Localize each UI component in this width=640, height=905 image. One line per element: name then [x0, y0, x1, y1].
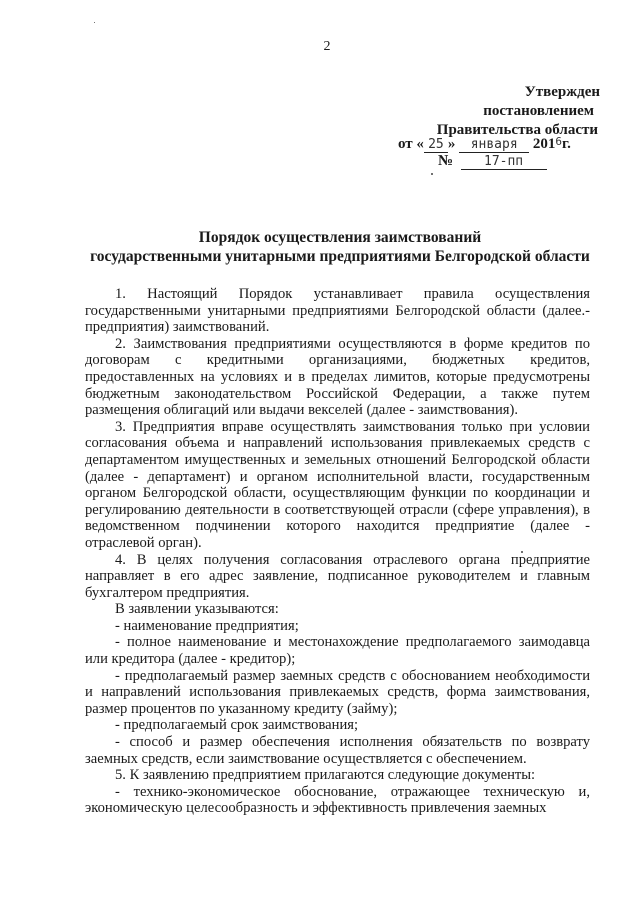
paragraph-4: 4. В целях получения согласования отраслевого органа предприятие направляет в его адрес заявление, подписанное руководителем и главным бухгалтером предприятия. — [85, 551, 590, 601]
date-year-suffix: 6 — [555, 135, 563, 148]
scan-speck — [94, 22, 95, 23]
date-month: января — [459, 137, 529, 153]
date-day: 25 — [424, 137, 448, 153]
paragraph-3: 3. Предприятия вправе осуществлять заимствования только при условии согласования объема и направлений использования привлекаемых средств с департаментом имущественных и земельных отношений Белгородской области (далее - департамент) и органом исполнительной власти, государственным органом Белгородской области, осуществляющим функции по координации и регулированию деятельности в соответствующей отрасли (сфере управления), в ведомственном подчинении которого находится предприятие (далее - отраслевой орган). — [85, 418, 590, 551]
list-item: - технико-экономическое обоснование, отражающее техническую и, экономическую целесообразность и эффективность привлечения заемных — [85, 783, 590, 817]
approval-stamp — [380, 83, 600, 140]
paragraph-list-intro: В заявлении указываются: — [115, 601, 279, 618]
list-item: - способ и размер обеспечения исполнения обязательств по возврату заемных средств, если заимствование осуществляется с обеспечением. — [85, 734, 590, 767]
number-label: № — [438, 153, 454, 169]
date-year-end: г. — [562, 136, 571, 152]
document-body — [85, 286, 590, 817]
scan-speck — [431, 173, 433, 175]
approval-line-resolution: постановлением — [483, 103, 594, 119]
list-item: - полное наименование и местонахождение предполагаемого заимодавца или кредитора (далее - кредитор); — [85, 634, 590, 668]
paragraph-1: 1. Настоящий Порядок устанавливает правила осуществления государственными унитарными предприятиями Белгородской области (далее.- предприятия) заимствований. — [85, 286, 590, 336]
approval-line-government: Правительства области — [436, 122, 598, 138]
approval-date — [398, 134, 608, 153]
list-item: - наименование предприятия; — [115, 617, 299, 634]
number-value: 17-пп — [461, 154, 547, 170]
date-year-prefix: 201 — [532, 136, 556, 152]
date-mid: » — [447, 136, 456, 152]
page-number: 2 — [323, 39, 331, 54]
paragraph-2: 2. Заимствования предприятиями осуществляются в форме кредитов по договорам с кредитными организациями, бюджетных кредитов, предоставленных на условиях и в пределах лимитов, которые предусмотрены бюджетным законодательством Российской Федерации, а также путем размещения облигаций или выдачи векселей (далее - заимствования). — [85, 335, 590, 419]
approval-number — [438, 153, 598, 170]
title-line-2: государственными унитарными предприятиями Белгородской области — [90, 248, 590, 265]
paragraph-5: 5. К заявлению предприятием прилагаются следующие документы: — [115, 767, 536, 784]
approval-line-approved: Утвержден — [524, 84, 600, 100]
date-prefix: от « — [398, 136, 424, 152]
document-title — [60, 228, 620, 266]
title-line-1: Порядок осуществления заимствований — [198, 229, 482, 246]
list-item: - предполагаемый срок заимствования; — [115, 717, 359, 734]
list-item: - предполагаемый размер заемных средств с обоснованием необходимости и направлений использования привлекаемых средств, форма заимствования, размер процентов по указанному кредиту (займу); — [85, 667, 590, 717]
